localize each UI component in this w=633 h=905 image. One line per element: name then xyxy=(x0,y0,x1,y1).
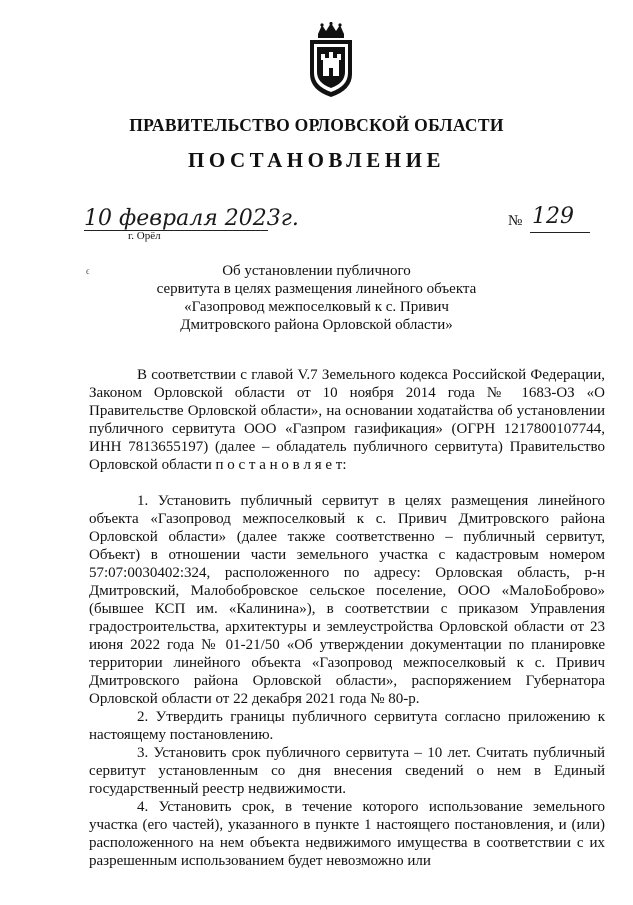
number-underline xyxy=(530,232,590,233)
subject-line: сервитута в целях размещения линейного объекта xyxy=(156,281,477,297)
preamble-paragraph: В соответствии с главой V.7 Земельного кодекса Российской Федерации, Законом Орловской области от 10 ноября 2014 года № 1683-ОЗ «О Правительстве Орловской области», на основании ходатайства об установлении публичного сервитута ООО «Газпром газификация» (ОГРН 1217800107744, ИНН 7813655197) (далее – обладатель публичного сервитута) Правительство Орловской области п о с т а н о в л я е т: xyxy=(89,367,605,473)
document-subject xyxy=(0,262,633,334)
date-underline xyxy=(84,230,268,231)
clause-1-paragraph: 1. Установить публичный сервитут в целях размещения линейного объекта «Газопровод межпоселковый к с. Привич Дмитровского района Орловской области» (далее также соответственно – публичный сервитут, Объект) в отношении части земельного участка с кадастровым номером 57:07:0030402:324, расположенного по адресу: Орловская область, р-н Дмитровский, Малобобровское сельское поселение, ООО «МалоБоброво» (бывшее КСП им. «Калинина»), в соответствии с приказом Управления градостроительства, архитектуры и землеустройства Орловской области от 23 июня 2022 года № 01-21/50 «Об утверждении документации по планировке территории линейного объекта «Газопровод межпоселковый к с. Привич Дмитровского района Орловской области», распоряжением Губернатора Орловской области от 22 декабря 2021 года № 80-р. xyxy=(89,493,605,707)
city-label: г. Орёл xyxy=(128,230,161,242)
clause-2-paragraph: 2. Утвердить границы публичного сервитута согласно приложению к настоящему постановлению. xyxy=(89,709,605,743)
subject-line: «Газопровод межпоселковый к с. Привич xyxy=(184,299,449,315)
subject-line: Об установлении публичного xyxy=(222,263,411,279)
document-type-title: ПОСТАНОВЛЕНИЕ xyxy=(188,148,445,172)
handwritten-date: 10 февраля 2023г. xyxy=(84,206,299,231)
number-sign: № xyxy=(508,213,523,229)
subject-line: Дмитровского района Орловской области» xyxy=(180,317,453,333)
clause-4-paragraph: 4. Установить срок, в течение которого использование земельного участка (его частей), указанного в пункте 1 настоящего постановления, и (или) расположенного на нем объекта недвижимого имущества в соответствии с их разрешенным использованием будет невозможно или xyxy=(89,799,605,869)
government-title: ПРАВИТЕЛЬСТВО ОРЛОВСКОЙ ОБЛАСТИ xyxy=(129,115,504,135)
scan-speck: ϵ xyxy=(86,266,90,276)
document-body xyxy=(89,366,605,870)
handwritten-number: 129 xyxy=(532,204,574,229)
clause-3-paragraph: 3. Установить срок публичного сервитута – 10 лет. Считать публичный сервитут установленным со дня внесения сведений о нем в Единый государственный реестр недвижимости. xyxy=(89,745,605,797)
coat-of-arms-icon xyxy=(304,22,358,98)
